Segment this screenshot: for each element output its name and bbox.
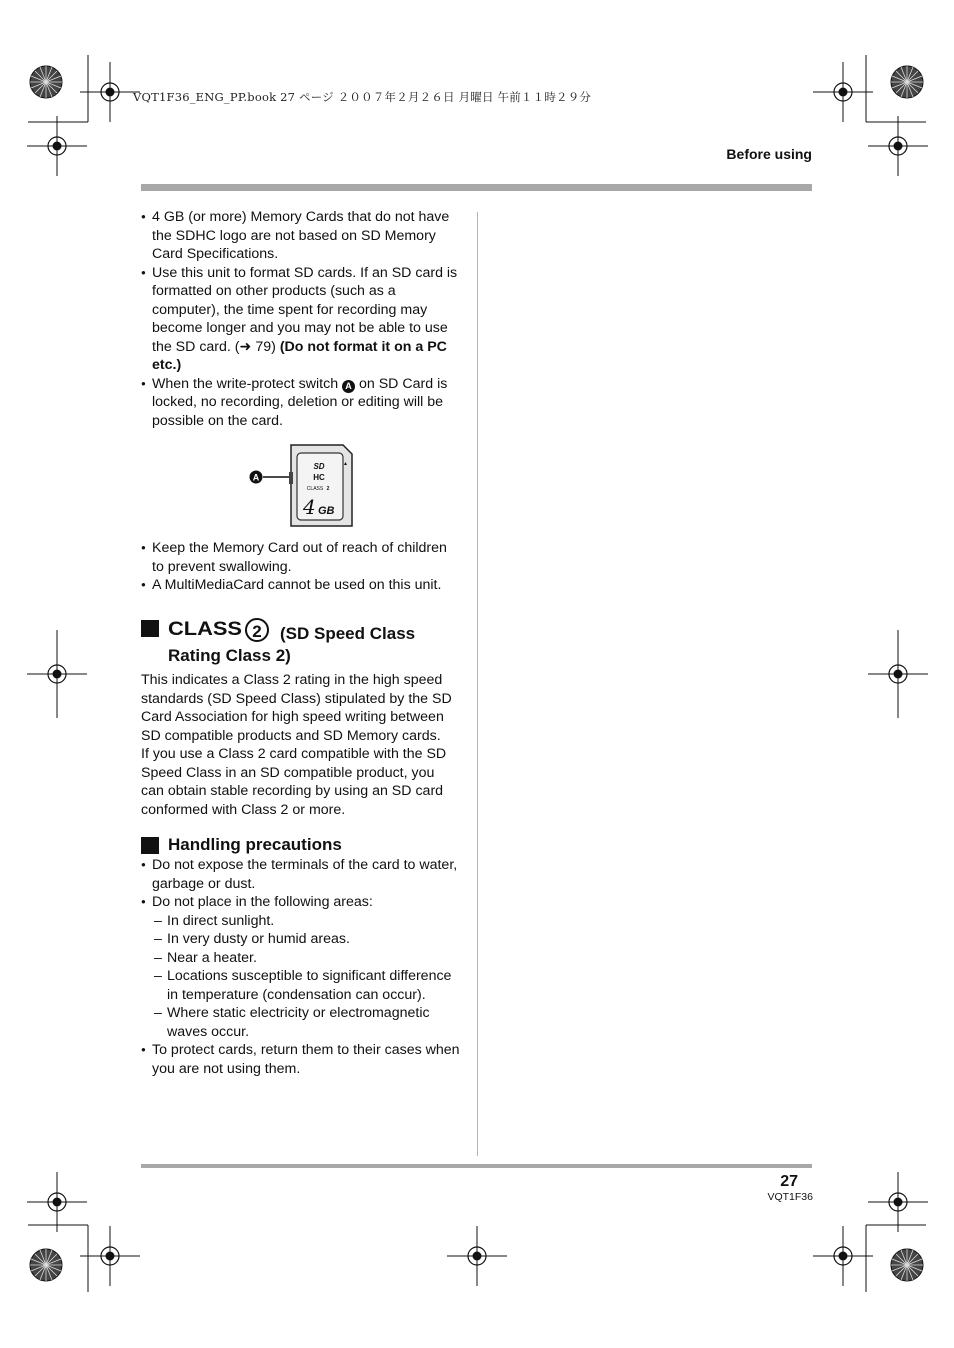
list-item: ● Do not place in the following areas: — [141, 893, 461, 912]
svg-text:CLASS: CLASS — [168, 619, 242, 640]
sd-card-illustration — [245, 440, 360, 532]
list-item: ● A MultiMediaCard cannot be used on this unit. — [141, 576, 461, 595]
area-item: – In direct sunlight. — [141, 912, 461, 931]
callout-a-icon: A — [342, 380, 355, 393]
area-item: – Near a heater. — [141, 949, 461, 968]
page-number: 27 — [780, 1173, 798, 1190]
top-rule — [141, 184, 812, 191]
svg-text:4: 4 — [303, 495, 316, 519]
svg-text:A: A — [252, 472, 260, 483]
intro-bullets — [141, 208, 461, 430]
list-item: ● Keep the Memory Card out of reach of children to prevent swallowing. — [141, 539, 461, 576]
print-file-header: VQT1F36_ENG_PP.book 27 ページ ２００７年２月２６日 月曜日 午前１１時２９分 — [133, 90, 592, 104]
svg-text:2: 2 — [252, 622, 262, 641]
class-section — [141, 617, 461, 819]
list-item: ● To protect cards, return them to their cases when you are not using them. — [141, 1041, 461, 1078]
svg-text:GB: GB — [318, 505, 335, 517]
section-title: Before using — [726, 146, 812, 162]
class-paragraph-2: If you use a Class 2 card compatible with the SD Speed Class in an SD compatible product, you can obtain stable recording by using an SD card conformed with Class 2 or more. — [141, 746, 447, 818]
card-bullets — [141, 539, 461, 595]
handling-section — [141, 834, 461, 1078]
area-item: – Where static electricity or electromagnetic waves occur. — [141, 1004, 461, 1041]
svg-text:CLASS: CLASS — [306, 486, 324, 492]
svg-text:SD: SD — [313, 462, 325, 471]
list-item: ● 4 GB (or more) Memory Cards that do not have the SDHC logo are not based on SD Memory Card Specifications. — [141, 208, 461, 264]
list-item: ● Do not expose the terminals of the card to water, garbage or dust. — [141, 856, 461, 893]
bottom-rule — [141, 1164, 812, 1168]
svg-text:▴: ▴ — [344, 461, 348, 467]
class2-logo-icon — [168, 617, 276, 643]
list-item: ● Use this unit to format SD cards. If an SD card is formatted on other products (such as a computer), the time spent for recording may become longer and you may not be able to use the SD card. (➜ 79) (Do not format it on a PC etc.) — [141, 264, 461, 375]
area-item: – Locations susceptible to significant difference in temperature (condensation can occur). — [141, 967, 461, 1004]
handling-heading: Handling precautions — [141, 834, 461, 856]
section-square-icon — [141, 837, 159, 854]
area-item: – In very dusty or humid areas. — [141, 930, 461, 949]
column-divider — [477, 212, 478, 1156]
section-square-icon — [141, 620, 159, 637]
list-item: ● When the write-protect switch A on SD Card is locked, no recording, deletion or editing will be possible on the card. — [141, 375, 461, 431]
class-heading: CLASS 2 (SD Speed Class Rating Class 2) — [141, 617, 461, 667]
svg-text:HC: HC — [313, 473, 325, 482]
format-warning: (Do not format it on a PC etc.) — [152, 338, 447, 373]
svg-text:2: 2 — [326, 486, 330, 492]
doc-code: VQT1F36 — [767, 1191, 813, 1203]
class-paragraph-1: This indicates a Class 2 rating in the high speed standards (SD Speed Class) stipulated by the SD Card Association for high speed writing between SD compatible products and SD Memory cards. — [141, 672, 452, 744]
